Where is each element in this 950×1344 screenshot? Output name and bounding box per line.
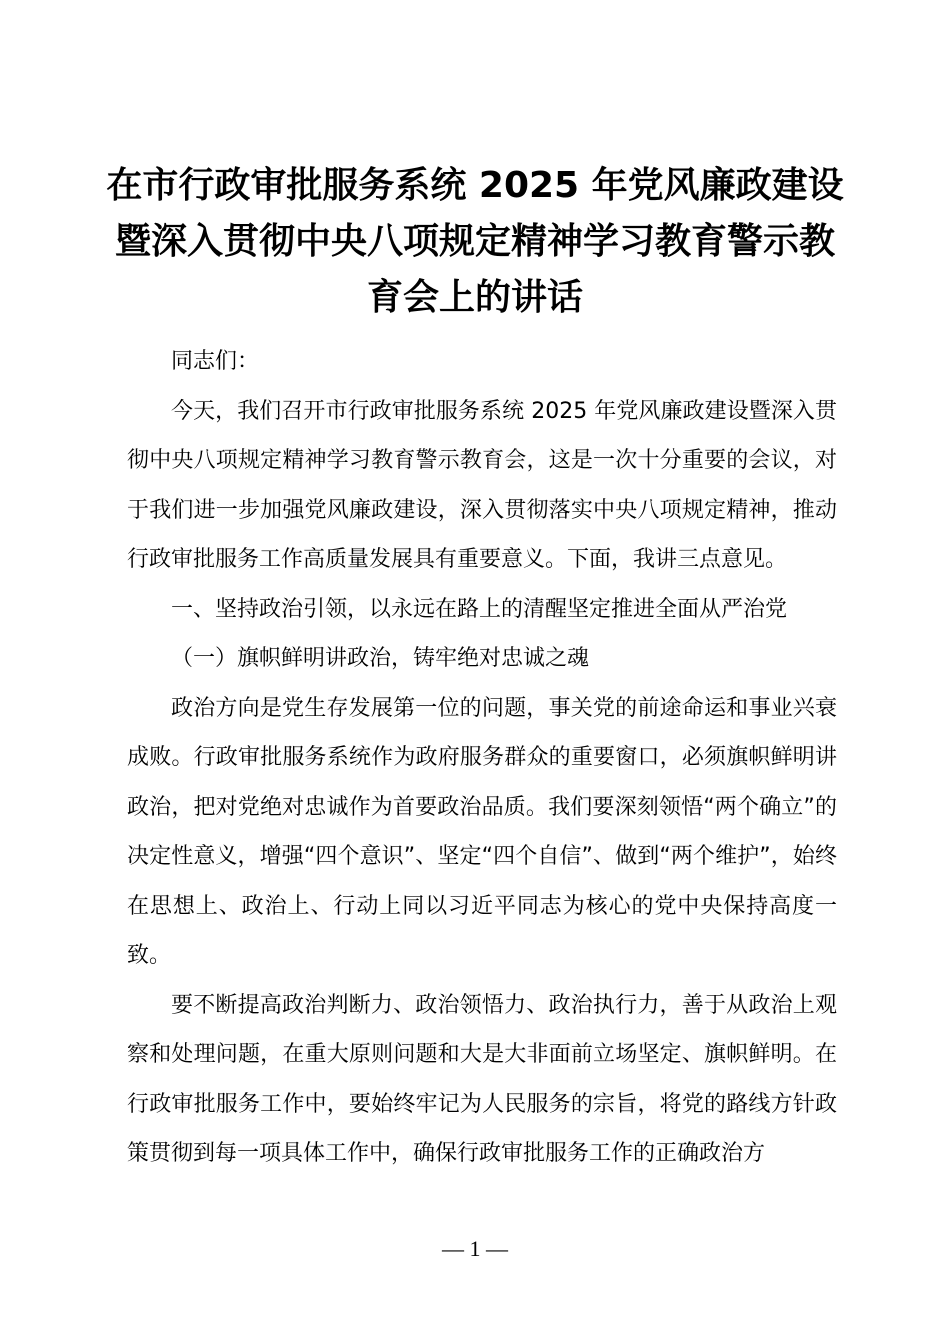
title-line-3: 育会上的讲话 bbox=[366, 277, 583, 318]
section-heading-1: 一、坚持政治引领，以永远在路上的清醒坚定推进全面从严治党 bbox=[171, 596, 788, 622]
paragraph-intro: 今天，我们召开市行政审批服务系统 2025 年党风廉政建设暨深入贯彻中央八项规定精神学习教育警示教育会，这是一次十分重要的会议，对于我们进一步加强党风廉政建设，深入贯彻落实中央八项规定精神，推动行政审批服务工作高质量发展具有重要意义。下面，我讲三点意见。 bbox=[127, 398, 837, 572]
salutation: 同志们： bbox=[171, 349, 260, 374]
speech-body bbox=[127, 337, 837, 1179]
title-line-1: 在市行政审批服务系统 2025 年党风廉政建设 bbox=[106, 165, 844, 206]
title-line-2: 暨深入贯彻中央八项规定精神学习教育警示教 bbox=[114, 221, 835, 262]
paragraph-political-ability: 要不断提高政治判断力、政治领悟力、政治执行力，善于从政治上观察和处理问题，在重大原则问题和大是大非面前立场坚定、旗帜鲜明。在行政审批服务工作中，要始终牢记为人民服务的宗旨，将党的路线方针政策贯彻到每一项具体工作中，确保行政审批服务工作的正确政治方 bbox=[127, 992, 837, 1166]
speech-title bbox=[100, 158, 850, 326]
page-number: — 1 — bbox=[442, 1236, 508, 1261]
paragraph-political-direction: 政治方向是党生存发展第一位的问题，事关党的前途命运和事业兴衰成败。行政审批服务系统作为政府服务群众的重要窗口，必须旗帜鲜明讲政治，把对党绝对忠诚作为首要政治品质。我们要深刻领悟“两个确立”的决定性意义，增强“四个意识”、坚定“四个自信”、做到“两个维护”，始终在思想上、政治上、行动上同以习近平同志为核心的党中央保持高度一致。 bbox=[127, 695, 837, 968]
subsection-heading-1: （一）旗帜鲜明讲政治，铸牢绝对忠诚之魂 bbox=[171, 646, 590, 671]
